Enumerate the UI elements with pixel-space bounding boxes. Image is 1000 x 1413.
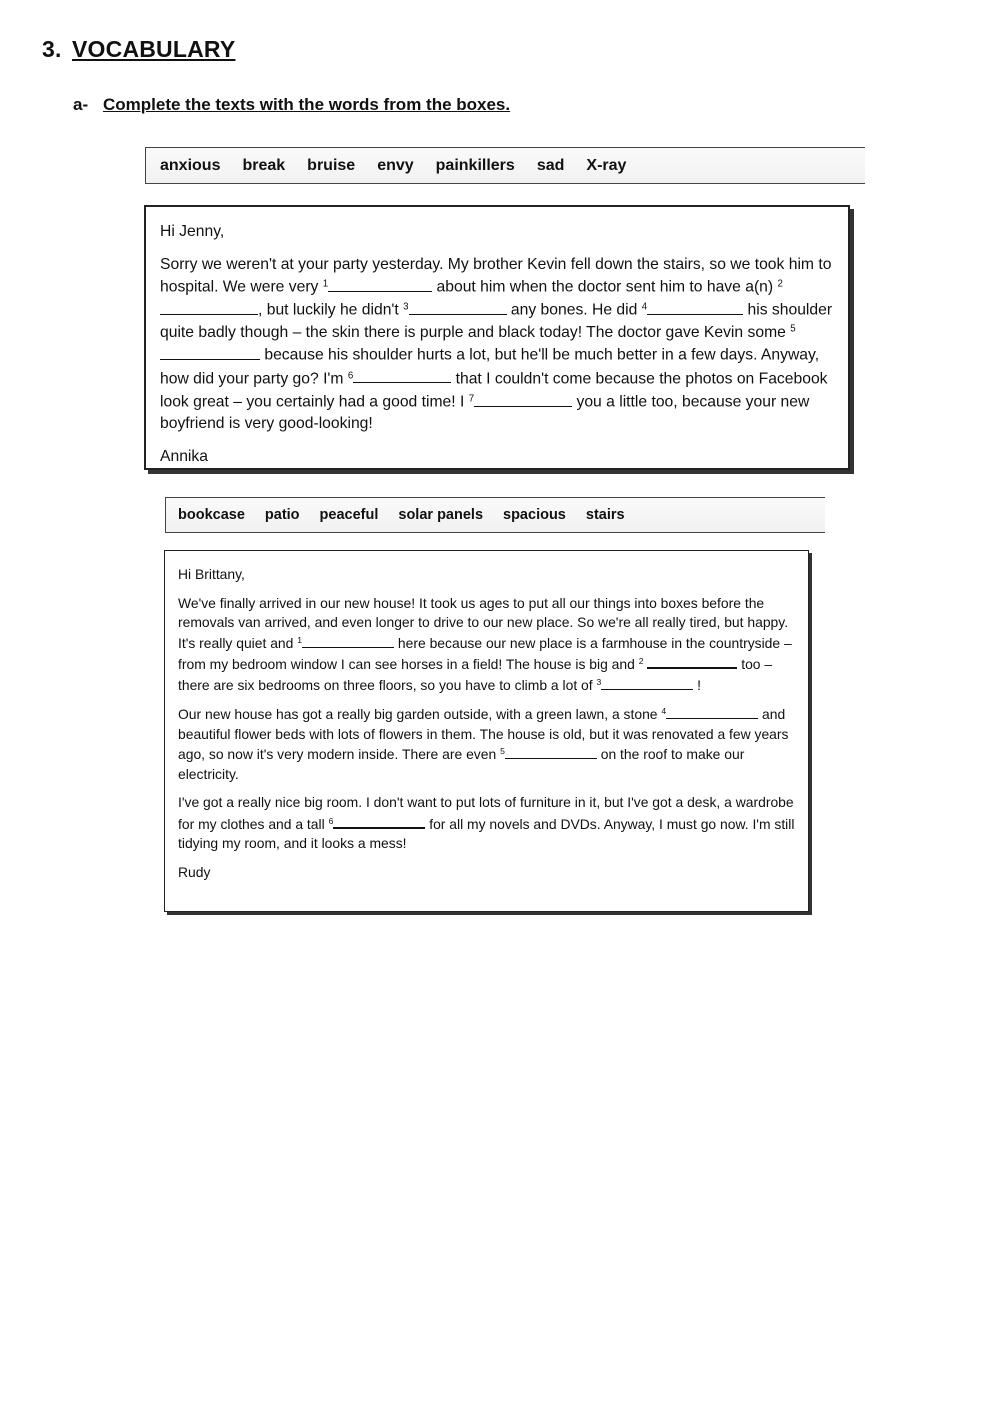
- answer-blank[interactable]: [474, 390, 572, 407]
- word-option: painkillers: [435, 156, 515, 174]
- letter-body: Sorry we weren't at your party yesterday. My brother Kevin fell down the stairs, so we took him to hospital. We were very $^1$ about him when the doctor sent him to have a(n) $^2$, but luckily he didn't $^3$ any bones. He did $^4$ his shoulder quite badly though – the skin there is purple and black today! The doctor gave Kevin some $^5$ because his shoulder hurts a lot, but he'll be much better in a few days. Anyway, how did your party go? I'm $^6$ that I couldn't come because the photos on Facebook look great – you certainly had a good time! I $^7$ you a little too, because your new boyfriend is very good-looking!: [160, 255, 833, 433]
- letter-signoff: Annika: [160, 447, 208, 465]
- word-box-2: [165, 497, 825, 533]
- answer-blank[interactable]: [647, 298, 743, 315]
- gap-number: 6: [328, 816, 334, 827]
- gap-number: 5: [790, 323, 796, 335]
- word-option: break: [242, 156, 286, 174]
- section-heading: [42, 36, 235, 63]
- letter-paragraph-2: Our new house has got a really big garden outside, with a green lawn, a stone $^4$ and beautiful flower beds with lots of flowers in them. The house is old, but it was renovated a few years ago, so now it's very modern inside. There are even $^5$ on the roof to make our electricity.: [178, 706, 789, 782]
- word-option: sad: [536, 156, 565, 174]
- answer-blank[interactable]: [601, 675, 693, 690]
- letter-box-1: [144, 205, 850, 470]
- task-letter: a-: [73, 95, 89, 114]
- word-box-1: [145, 147, 865, 184]
- word-option: stairs: [585, 507, 625, 523]
- gap-number: 3: [596, 676, 602, 687]
- answer-blank[interactable]: [302, 633, 394, 648]
- word-option: solar panels: [398, 507, 484, 523]
- gap-number: 4: [661, 706, 667, 717]
- word-option: patio: [264, 507, 300, 523]
- gap-number: 2: [777, 278, 783, 290]
- gap-number: 6: [347, 369, 354, 381]
- word-option: spacious: [503, 507, 566, 523]
- gap-number: 1: [297, 634, 303, 645]
- gap-number: 7: [468, 393, 475, 405]
- gap-number: 4: [641, 301, 648, 313]
- word-option: X-ray: [586, 156, 627, 174]
- answer-blank[interactable]: [505, 744, 597, 759]
- letter-greeting: Hi Brittany,: [178, 566, 245, 582]
- gap-number: 5: [500, 746, 505, 757]
- answer-blank[interactable]: [333, 813, 425, 829]
- task-heading: [73, 95, 510, 115]
- word-option: peaceful: [319, 507, 379, 523]
- letter-greeting: Hi Jenny,: [160, 223, 225, 240]
- answer-blank[interactable]: [647, 653, 737, 669]
- task-instruction: Complete the texts with the words from the boxes.: [103, 95, 511, 114]
- gap-number: 1: [322, 278, 329, 290]
- section-title: VOCABULARY: [72, 36, 236, 62]
- letter-paragraph-1: We've finally arrived in our new house! It took us ages to put all our things into boxes before the removals van arrived, and even longer to drive to our new place. So we're all really tired, but happy. It's really quiet and $^1$ here because our new place is a farmhouse in the countryside – from my bedroom window I can see horses in a field! The house is big and $^2$ too – there are six bedrooms on three floors, so you have to climb a lot of $^3$ !: [178, 594, 792, 693]
- word-option: anxious: [160, 156, 221, 174]
- letter-paragraph-3: I've got a really nice big room. I don't want to put lots of furniture in it, but I've got a desk, a wardrobe for my clothes and a tall $^6$ for all my novels and DVDs. Anyway, I must go now. I'm still tidying my room, and it looks a mess!: [178, 794, 795, 852]
- section-number: 3.: [42, 36, 62, 62]
- gap-number: 2: [638, 656, 644, 667]
- answer-blank[interactable]: [409, 298, 507, 315]
- answer-blank[interactable]: [666, 704, 758, 719]
- word-option: bookcase: [178, 507, 245, 523]
- answer-blank[interactable]: [353, 367, 451, 384]
- word-option: bruise: [307, 156, 356, 174]
- letter-box-2: [164, 550, 809, 912]
- answer-blank[interactable]: [328, 275, 432, 292]
- answer-blank[interactable]: [160, 298, 258, 315]
- word-option: envy: [377, 156, 414, 174]
- answer-blank[interactable]: [160, 343, 260, 360]
- letter-signoff: Rudy: [178, 864, 211, 881]
- gap-number: 3: [403, 301, 409, 313]
